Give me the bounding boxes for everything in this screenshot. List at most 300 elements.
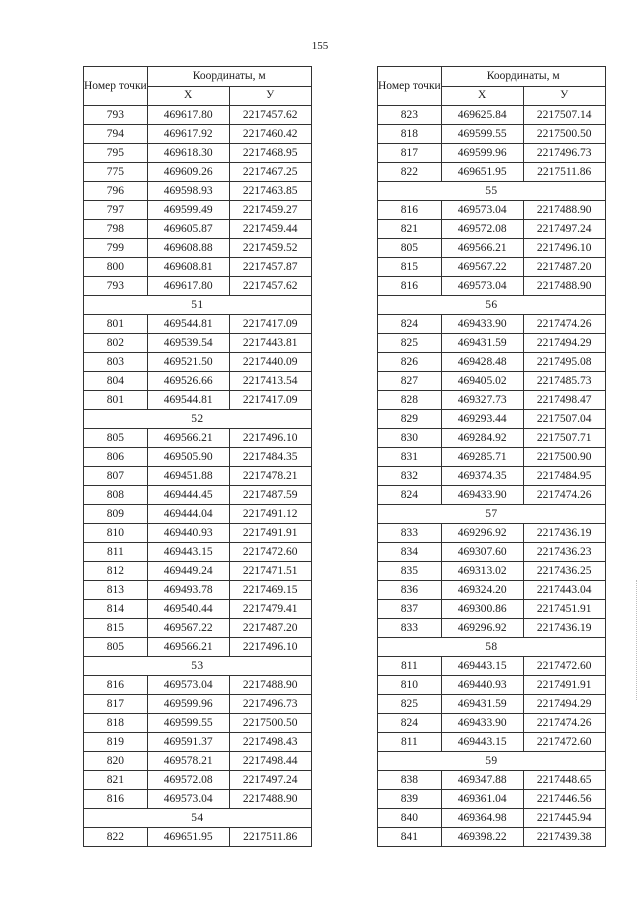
x-coordinate-cell: 469293.44 xyxy=(441,410,523,429)
table-row xyxy=(378,543,606,562)
y-coordinate-cell: 2217443.81 xyxy=(229,334,311,353)
y-coordinate-cell: 2217472.60 xyxy=(523,733,605,752)
x-coordinate-cell: 469566.21 xyxy=(147,429,229,448)
table-row xyxy=(84,733,312,752)
y-coordinate-cell: 2217498.47 xyxy=(523,391,605,410)
x-coordinate-cell: 469431.59 xyxy=(441,695,523,714)
table-row xyxy=(84,372,312,391)
y-coordinate-cell: 2217436.23 xyxy=(523,543,605,562)
y-coordinate-cell: 2217488.90 xyxy=(523,277,605,296)
table-row xyxy=(378,562,606,581)
table-row xyxy=(84,201,312,220)
table-row xyxy=(84,220,312,239)
y-coordinate-cell: 2217507.71 xyxy=(523,429,605,448)
x-coordinate-cell: 469544.81 xyxy=(147,315,229,334)
y-coordinate-cell: 2217484.35 xyxy=(229,448,311,467)
x-coordinate-cell: 469625.84 xyxy=(441,106,523,125)
point-number-cell: 803 xyxy=(84,353,148,372)
y-coordinate-cell: 2217507.14 xyxy=(523,106,605,125)
section-number: 54 xyxy=(84,809,312,828)
y-coordinate-cell: 2217497.24 xyxy=(523,220,605,239)
y-coordinate-cell: 2217474.26 xyxy=(523,714,605,733)
table-row xyxy=(378,163,606,182)
y-coordinate-cell: 2217468.95 xyxy=(229,144,311,163)
y-coordinate-cell: 2217448.65 xyxy=(523,771,605,790)
x-coordinate-cell: 469605.87 xyxy=(147,220,229,239)
y-coordinate-cell: 2217491.12 xyxy=(229,505,311,524)
point-number-cell: 805 xyxy=(378,239,442,258)
point-number-cell: 811 xyxy=(378,657,442,676)
table-row xyxy=(84,486,312,505)
x-coordinate-cell: 469364.98 xyxy=(441,809,523,828)
x-coordinate-cell: 469608.81 xyxy=(147,258,229,277)
section-number: 58 xyxy=(378,638,606,657)
point-number-cell: 797 xyxy=(84,201,148,220)
point-number-cell: 799 xyxy=(84,239,148,258)
section-row xyxy=(84,809,312,828)
section-row xyxy=(84,296,312,315)
header-x: X xyxy=(147,86,229,106)
table-row xyxy=(84,353,312,372)
x-coordinate-cell: 469591.37 xyxy=(147,733,229,752)
table-row xyxy=(84,106,312,125)
y-coordinate-cell: 2217436.25 xyxy=(523,562,605,581)
x-coordinate-cell: 469651.95 xyxy=(147,828,229,847)
point-number-cell: 805 xyxy=(84,429,148,448)
table-row xyxy=(378,771,606,790)
point-number-cell: 793 xyxy=(84,277,148,296)
coordinates-table-left xyxy=(83,66,312,847)
point-number-cell: 809 xyxy=(84,505,148,524)
section-number: 51 xyxy=(84,296,312,315)
point-number-cell: 794 xyxy=(84,125,148,144)
point-number-cell: 827 xyxy=(378,372,442,391)
table-row xyxy=(84,619,312,638)
y-coordinate-cell: 2217498.43 xyxy=(229,733,311,752)
table-row xyxy=(84,695,312,714)
coordinates-table-right xyxy=(377,66,606,847)
point-number-cell: 835 xyxy=(378,562,442,581)
table-row xyxy=(84,144,312,163)
table-row xyxy=(378,657,606,676)
x-coordinate-cell: 469617.80 xyxy=(147,106,229,125)
table-row xyxy=(378,391,606,410)
table-row xyxy=(378,486,606,505)
table-row xyxy=(378,714,606,733)
section-number: 52 xyxy=(84,410,312,429)
y-coordinate-cell: 2217500.50 xyxy=(523,125,605,144)
table-row xyxy=(378,600,606,619)
y-coordinate-cell: 2217457.62 xyxy=(229,106,311,125)
x-coordinate-cell: 469300.86 xyxy=(441,600,523,619)
table-row xyxy=(378,695,606,714)
point-number-cell: 775 xyxy=(84,163,148,182)
x-coordinate-cell: 469440.93 xyxy=(441,676,523,695)
x-coordinate-cell: 469599.96 xyxy=(441,144,523,163)
point-number-cell: 831 xyxy=(378,448,442,467)
point-number-cell: 815 xyxy=(378,258,442,277)
y-coordinate-cell: 2217467.25 xyxy=(229,163,311,182)
table-row xyxy=(378,239,606,258)
x-coordinate-cell: 469428.48 xyxy=(441,353,523,372)
y-coordinate-cell: 2217487.59 xyxy=(229,486,311,505)
point-number-cell: 823 xyxy=(378,106,442,125)
x-coordinate-cell: 469361.04 xyxy=(441,790,523,809)
y-coordinate-cell: 2217436.19 xyxy=(523,524,605,543)
y-coordinate-cell: 2217474.26 xyxy=(523,486,605,505)
y-coordinate-cell: 2217451.91 xyxy=(523,600,605,619)
table-row xyxy=(84,163,312,182)
x-coordinate-cell: 469572.08 xyxy=(147,771,229,790)
x-coordinate-cell: 469433.90 xyxy=(441,486,523,505)
point-number-cell: 801 xyxy=(84,391,148,410)
section-number: 57 xyxy=(378,505,606,524)
point-number-cell: 816 xyxy=(84,790,148,809)
y-coordinate-cell: 2217497.24 xyxy=(229,771,311,790)
point-number-cell: 822 xyxy=(378,163,442,182)
y-coordinate-cell: 2217488.90 xyxy=(523,201,605,220)
point-number-cell: 804 xyxy=(84,372,148,391)
section-number: 59 xyxy=(378,752,606,771)
header-y: У xyxy=(523,86,605,106)
point-number-cell: 811 xyxy=(84,543,148,562)
point-number-cell: 820 xyxy=(84,752,148,771)
table-row xyxy=(84,258,312,277)
point-number-cell: 839 xyxy=(378,790,442,809)
table-row xyxy=(84,334,312,353)
x-coordinate-cell: 469444.45 xyxy=(147,486,229,505)
table-row xyxy=(378,448,606,467)
table-row xyxy=(378,277,606,296)
x-coordinate-cell: 469566.21 xyxy=(441,239,523,258)
y-coordinate-cell: 2217445.94 xyxy=(523,809,605,828)
table-row xyxy=(378,372,606,391)
x-coordinate-cell: 469573.04 xyxy=(441,277,523,296)
table-row xyxy=(378,619,606,638)
x-coordinate-cell: 469433.90 xyxy=(441,714,523,733)
y-coordinate-cell: 2217511.86 xyxy=(229,828,311,847)
y-coordinate-cell: 2217471.51 xyxy=(229,562,311,581)
x-coordinate-cell: 469573.04 xyxy=(147,676,229,695)
x-coordinate-cell: 469440.93 xyxy=(147,524,229,543)
x-coordinate-cell: 469285.71 xyxy=(441,448,523,467)
x-coordinate-cell: 469313.02 xyxy=(441,562,523,581)
point-number-cell: 834 xyxy=(378,543,442,562)
table-row xyxy=(84,771,312,790)
x-coordinate-cell: 469599.55 xyxy=(147,714,229,733)
point-number-cell: 815 xyxy=(84,619,148,638)
y-coordinate-cell: 2217417.09 xyxy=(229,315,311,334)
section-row xyxy=(378,182,606,201)
point-number-cell: 818 xyxy=(84,714,148,733)
point-number-cell: 837 xyxy=(378,600,442,619)
y-coordinate-cell: 2217485.73 xyxy=(523,372,605,391)
point-number-cell: 829 xyxy=(378,410,442,429)
y-coordinate-cell: 2217494.29 xyxy=(523,334,605,353)
y-coordinate-cell: 2217496.73 xyxy=(229,695,311,714)
y-coordinate-cell: 2217511.86 xyxy=(523,163,605,182)
header-point-number: Номер точки xyxy=(378,67,442,106)
x-coordinate-cell: 469599.55 xyxy=(441,125,523,144)
y-coordinate-cell: 2217494.29 xyxy=(523,695,605,714)
table-row xyxy=(378,429,606,448)
table-row xyxy=(378,334,606,353)
point-number-cell: 830 xyxy=(378,429,442,448)
y-coordinate-cell: 2217469.15 xyxy=(229,581,311,600)
y-coordinate-cell: 2217457.87 xyxy=(229,258,311,277)
x-coordinate-cell: 469451.88 xyxy=(147,467,229,486)
point-number-cell: 821 xyxy=(84,771,148,790)
y-coordinate-cell: 2217488.90 xyxy=(229,676,311,695)
table-row xyxy=(378,144,606,163)
table-row xyxy=(378,828,606,847)
table-row xyxy=(84,315,312,334)
point-number-cell: 805 xyxy=(84,638,148,657)
point-number-cell: 817 xyxy=(378,144,442,163)
point-number-cell: 812 xyxy=(84,562,148,581)
point-number-cell: 841 xyxy=(378,828,442,847)
point-number-cell: 795 xyxy=(84,144,148,163)
point-number-cell: 825 xyxy=(378,695,442,714)
point-number-cell: 816 xyxy=(378,277,442,296)
point-number-cell: 816 xyxy=(378,201,442,220)
x-coordinate-cell: 469444.04 xyxy=(147,505,229,524)
x-coordinate-cell: 469544.81 xyxy=(147,391,229,410)
header-y: У xyxy=(229,86,311,106)
x-coordinate-cell: 469599.49 xyxy=(147,201,229,220)
table-row xyxy=(84,125,312,144)
y-coordinate-cell: 2217500.50 xyxy=(229,714,311,733)
point-number-cell: 813 xyxy=(84,581,148,600)
x-coordinate-cell: 469651.95 xyxy=(441,163,523,182)
table-row xyxy=(84,562,312,581)
point-number-cell: 821 xyxy=(378,220,442,239)
y-coordinate-cell: 2217491.91 xyxy=(523,676,605,695)
x-coordinate-cell: 469598.93 xyxy=(147,182,229,201)
x-coordinate-cell: 469567.22 xyxy=(147,619,229,638)
table-row xyxy=(378,809,606,828)
point-number-cell: 828 xyxy=(378,391,442,410)
x-coordinate-cell: 469443.15 xyxy=(441,657,523,676)
y-coordinate-cell: 2217440.09 xyxy=(229,353,311,372)
section-row xyxy=(84,657,312,676)
table-row xyxy=(378,410,606,429)
x-coordinate-cell: 469493.78 xyxy=(147,581,229,600)
x-coordinate-cell: 469573.04 xyxy=(441,201,523,220)
table-row xyxy=(378,467,606,486)
x-coordinate-cell: 469449.24 xyxy=(147,562,229,581)
table-row xyxy=(84,391,312,410)
section-number: 56 xyxy=(378,296,606,315)
table-row xyxy=(84,752,312,771)
table-row xyxy=(378,353,606,372)
y-coordinate-cell: 2217496.73 xyxy=(523,144,605,163)
point-number-cell: 826 xyxy=(378,353,442,372)
y-coordinate-cell: 2217487.20 xyxy=(229,619,311,638)
table-row xyxy=(84,277,312,296)
table-row xyxy=(84,676,312,695)
table-row xyxy=(84,448,312,467)
y-coordinate-cell: 2217496.10 xyxy=(229,429,311,448)
x-coordinate-cell: 469608.88 xyxy=(147,239,229,258)
point-number-cell: 824 xyxy=(378,714,442,733)
x-coordinate-cell: 469307.60 xyxy=(441,543,523,562)
x-coordinate-cell: 469296.92 xyxy=(441,524,523,543)
point-number-cell: 816 xyxy=(84,676,148,695)
point-number-cell: 810 xyxy=(84,524,148,543)
point-number-cell: 833 xyxy=(378,524,442,543)
x-coordinate-cell: 469539.54 xyxy=(147,334,229,353)
y-coordinate-cell: 2217417.09 xyxy=(229,391,311,410)
point-number-cell: 836 xyxy=(378,581,442,600)
y-coordinate-cell: 2217488.90 xyxy=(229,790,311,809)
x-coordinate-cell: 469572.08 xyxy=(441,220,523,239)
point-number-cell: 824 xyxy=(378,486,442,505)
y-coordinate-cell: 2217484.95 xyxy=(523,467,605,486)
y-coordinate-cell: 2217472.60 xyxy=(523,657,605,676)
point-number-cell: 811 xyxy=(378,733,442,752)
y-coordinate-cell: 2217487.20 xyxy=(523,258,605,277)
table-row xyxy=(84,790,312,809)
y-coordinate-cell: 2217443.04 xyxy=(523,581,605,600)
header-coordinates: Координаты, м xyxy=(441,67,605,87)
point-number-cell: 814 xyxy=(84,600,148,619)
table-row xyxy=(84,543,312,562)
table-row xyxy=(84,638,312,657)
table-row xyxy=(378,581,606,600)
x-coordinate-cell: 469617.92 xyxy=(147,125,229,144)
y-coordinate-cell: 2217496.10 xyxy=(523,239,605,258)
table-row xyxy=(84,182,312,201)
section-number: 53 xyxy=(84,657,312,676)
x-coordinate-cell: 469618.30 xyxy=(147,144,229,163)
y-coordinate-cell: 2217500.90 xyxy=(523,448,605,467)
point-number-cell: 801 xyxy=(84,315,148,334)
x-coordinate-cell: 469617.80 xyxy=(147,277,229,296)
y-coordinate-cell: 2217472.60 xyxy=(229,543,311,562)
table-row xyxy=(378,315,606,334)
x-coordinate-cell: 469599.96 xyxy=(147,695,229,714)
x-coordinate-cell: 469578.21 xyxy=(147,752,229,771)
y-coordinate-cell: 2217498.44 xyxy=(229,752,311,771)
section-row xyxy=(378,752,606,771)
y-coordinate-cell: 2217459.52 xyxy=(229,239,311,258)
page-number: 155 xyxy=(311,40,329,52)
point-number-cell: 798 xyxy=(84,220,148,239)
x-coordinate-cell: 469405.02 xyxy=(441,372,523,391)
y-coordinate-cell: 2217491.91 xyxy=(229,524,311,543)
table-row xyxy=(378,258,606,277)
scan-edge-mark xyxy=(635,580,637,700)
point-number-cell: 819 xyxy=(84,733,148,752)
table-row xyxy=(378,790,606,809)
table-row xyxy=(378,220,606,239)
point-number-cell: 793 xyxy=(84,106,148,125)
y-coordinate-cell: 2217496.10 xyxy=(229,638,311,657)
x-coordinate-cell: 469443.15 xyxy=(147,543,229,562)
point-number-cell: 824 xyxy=(378,315,442,334)
table-row xyxy=(378,676,606,695)
x-coordinate-cell: 469284.92 xyxy=(441,429,523,448)
y-coordinate-cell: 2217463.85 xyxy=(229,182,311,201)
section-row xyxy=(378,638,606,657)
table-row xyxy=(84,505,312,524)
x-coordinate-cell: 469296.92 xyxy=(441,619,523,638)
y-coordinate-cell: 2217439.38 xyxy=(523,828,605,847)
y-coordinate-cell: 2217436.19 xyxy=(523,619,605,638)
y-coordinate-cell: 2217474.26 xyxy=(523,315,605,334)
point-number-cell: 825 xyxy=(378,334,442,353)
table-row xyxy=(84,429,312,448)
point-number-cell: 817 xyxy=(84,695,148,714)
x-coordinate-cell: 469521.50 xyxy=(147,353,229,372)
table-row xyxy=(378,125,606,144)
y-coordinate-cell: 2217446.56 xyxy=(523,790,605,809)
x-coordinate-cell: 469324.20 xyxy=(441,581,523,600)
point-number-cell: 822 xyxy=(84,828,148,847)
point-number-cell: 838 xyxy=(378,771,442,790)
x-coordinate-cell: 469374.35 xyxy=(441,467,523,486)
table-row xyxy=(84,239,312,258)
table-row xyxy=(84,714,312,733)
table-row xyxy=(378,106,606,125)
table-row xyxy=(378,524,606,543)
point-number-cell: 800 xyxy=(84,258,148,277)
x-coordinate-cell: 469526.66 xyxy=(147,372,229,391)
x-coordinate-cell: 469609.26 xyxy=(147,163,229,182)
x-coordinate-cell: 469398.22 xyxy=(441,828,523,847)
point-number-cell: 796 xyxy=(84,182,148,201)
table-row xyxy=(84,581,312,600)
header-point-number: Номер точки xyxy=(84,67,148,106)
x-coordinate-cell: 469327.73 xyxy=(441,391,523,410)
point-number-cell: 807 xyxy=(84,467,148,486)
x-coordinate-cell: 469505.90 xyxy=(147,448,229,467)
section-row xyxy=(378,505,606,524)
x-coordinate-cell: 469347.88 xyxy=(441,771,523,790)
table-row xyxy=(84,467,312,486)
header-coordinates: Координаты, м xyxy=(147,67,311,87)
point-number-cell: 802 xyxy=(84,334,148,353)
table-row xyxy=(84,600,312,619)
point-number-cell: 833 xyxy=(378,619,442,638)
y-coordinate-cell: 2217460.42 xyxy=(229,125,311,144)
header-x: X xyxy=(441,86,523,106)
y-coordinate-cell: 2217413.54 xyxy=(229,372,311,391)
y-coordinate-cell: 2217478.21 xyxy=(229,467,311,486)
x-coordinate-cell: 469567.22 xyxy=(441,258,523,277)
y-coordinate-cell: 2217459.27 xyxy=(229,201,311,220)
y-coordinate-cell: 2217457.62 xyxy=(229,277,311,296)
point-number-cell: 808 xyxy=(84,486,148,505)
x-coordinate-cell: 469443.15 xyxy=(441,733,523,752)
x-coordinate-cell: 469566.21 xyxy=(147,638,229,657)
x-coordinate-cell: 469433.90 xyxy=(441,315,523,334)
section-number: 55 xyxy=(378,182,606,201)
x-coordinate-cell: 469540.44 xyxy=(147,600,229,619)
point-number-cell: 832 xyxy=(378,467,442,486)
y-coordinate-cell: 2217495.08 xyxy=(523,353,605,372)
section-row xyxy=(378,296,606,315)
x-coordinate-cell: 469573.04 xyxy=(147,790,229,809)
x-coordinate-cell: 469431.59 xyxy=(441,334,523,353)
point-number-cell: 818 xyxy=(378,125,442,144)
y-coordinate-cell: 2217459.44 xyxy=(229,220,311,239)
table-row xyxy=(378,201,606,220)
y-coordinate-cell: 2217507.04 xyxy=(523,410,605,429)
point-number-cell: 810 xyxy=(378,676,442,695)
table-row xyxy=(84,524,312,543)
